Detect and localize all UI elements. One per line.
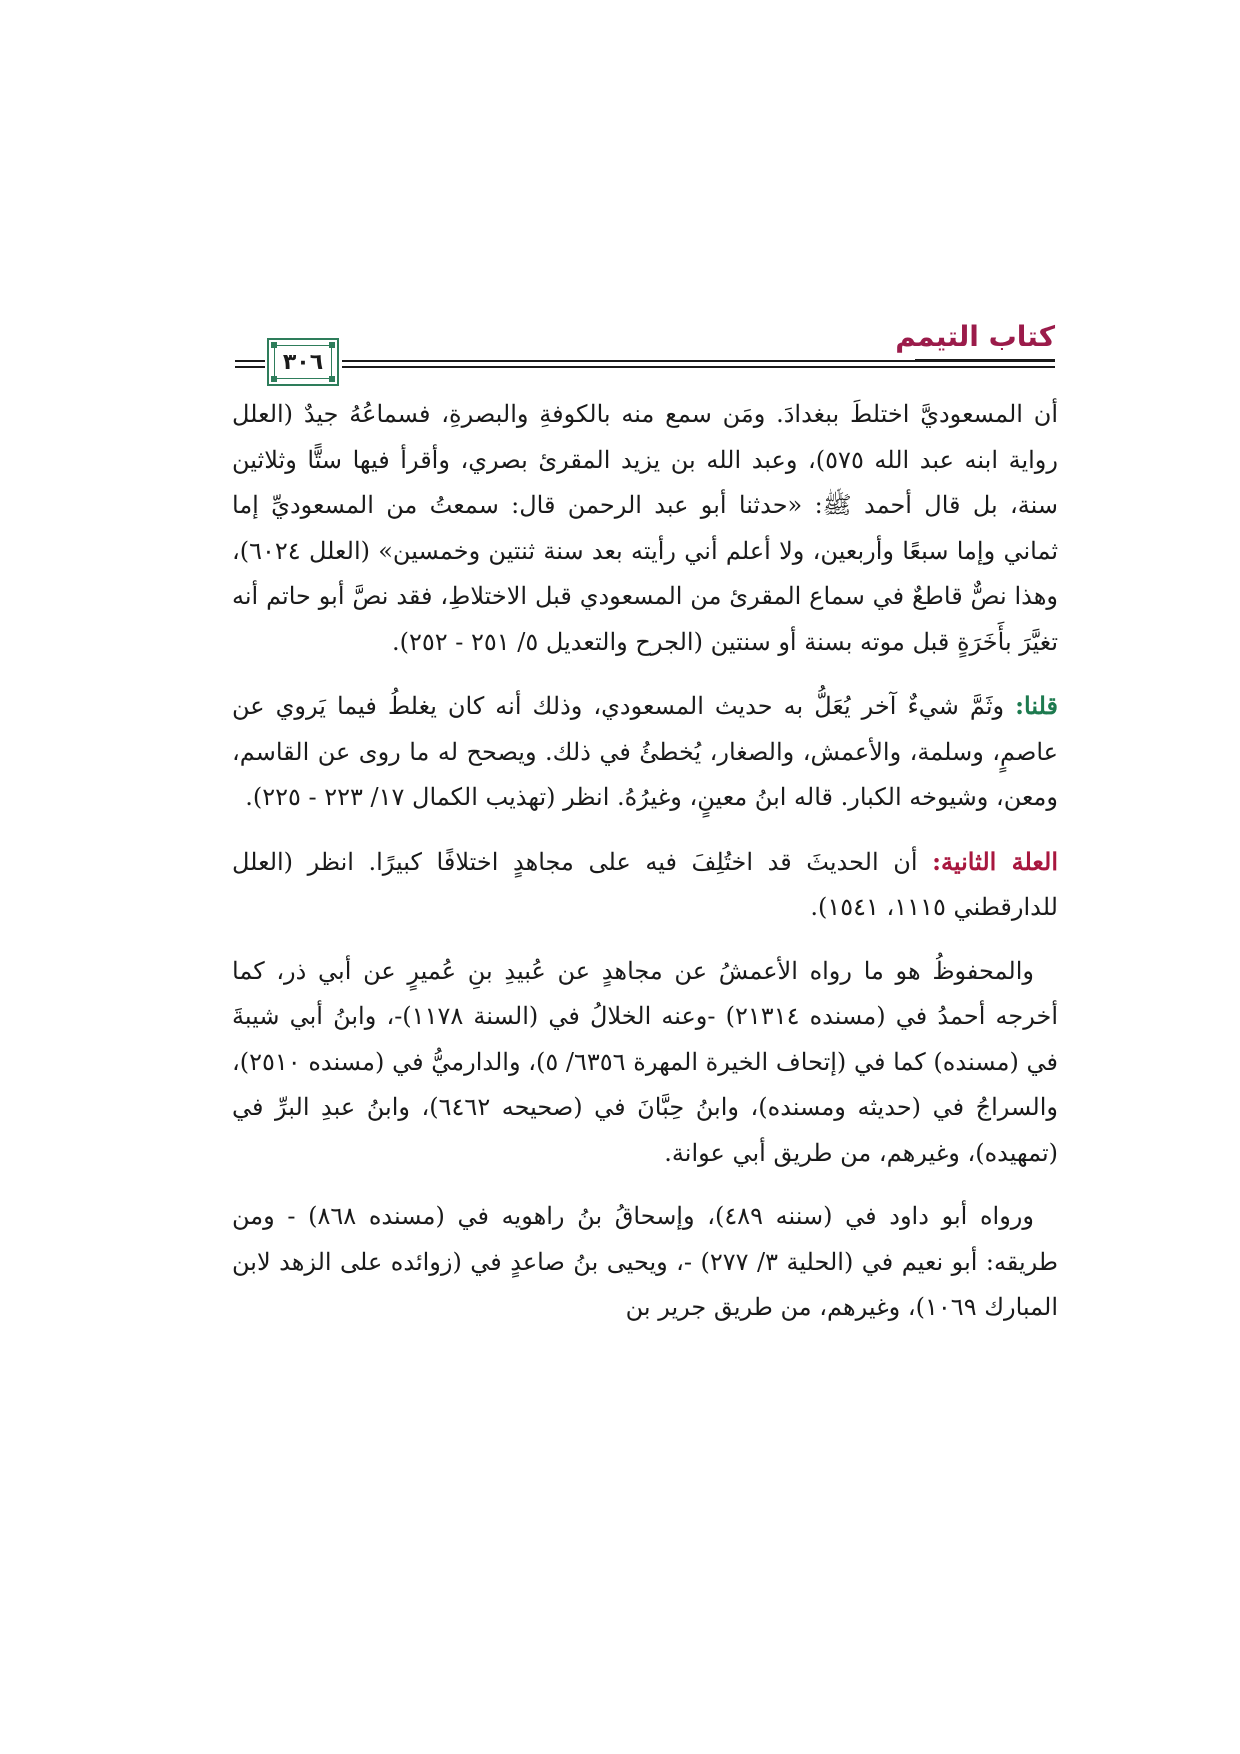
page-header <box>235 312 1055 375</box>
book-title: كتاب التيمم <box>895 320 1055 353</box>
frame-ornament-icon <box>271 342 277 348</box>
header-rule-bottom <box>342 366 1055 368</box>
paragraph-text: وثَمَّ شيءٌ آخر يُعَلُّ به حديث المسعودي، وذلك أنه كان يغلطُ فيما يَروي عن عاصمٍ، وسلمة، والأعمش، والصغار، يُخطئُ في ذلك. ويصحح له ما روى عن القاسم، ومعن، وشيوخه الكبار. قاله ابنُ معينٍ، وغيرُهُ. انظر (تهذيب الكمال ١٧/ ٢٢٣ - ٢٢٥). <box>232 692 1058 811</box>
paragraph-lead: العلة الثانية: <box>932 846 1058 876</box>
header-rule-top <box>342 360 1055 362</box>
paragraph <box>232 949 1058 1177</box>
paragraph <box>232 839 1058 931</box>
paragraph-text: ورواه أبو داود في (سننه ٤٨٩)، وإسحاقُ بنُ راهويه في (مسنده ٨٦٨) - ومن طريقه: أبو نعيم في (الحلية ٣/ ٢٧٧) -، ويحيى بنُ صاعدٍ في (زوائده على الزهد لابن المبارك ١٠٦٩)، وغيرهم، من طريق جرير بن <box>232 1202 1058 1321</box>
header-rule-left-bottom <box>235 366 265 368</box>
header-rule-left-top <box>235 360 265 362</box>
frame-ornament-icon <box>329 342 335 348</box>
page-number: ٣٠٦ <box>274 345 332 379</box>
paragraph <box>232 1194 1058 1331</box>
frame-ornament-icon <box>271 376 277 382</box>
paragraph-lead: قلنا: <box>1015 691 1058 720</box>
paragraph-text: أن الحديثَ قد اختُلِفَ فيه على مجاهدٍ اختلافًا كبيرًا. انظر (العلل للدارقطني ١١١٥، ١٥٤١). <box>232 847 1058 921</box>
page-body <box>232 392 1058 1349</box>
paragraph <box>232 392 1058 665</box>
frame-ornament-icon <box>329 376 335 382</box>
paragraph-text: أن المسعوديَّ اختلطَ ببغدادَ. ومَن سمع منه بالكوفةِ والبصرةِ، فسماعُهُ جيدٌ (العلل رواية ابنه عبد الله ٥٧٥)، وعبد الله بن يزيد المقرئ بصري، وأقرأ فيها ستًّا وثلاثين سنة، بل قال أحمد ﷺ: «حدثنا أبو عبد الرحمن قال: سمعتُ من المسعوديِّ إما ثماني وإما سبعًا وأربعين، ولا أعلم أني رأيته بعد سنة ثنتين وخمسين» (العلل ٦٠٢٤)، وهذا نصٌّ قاطعٌ في سماع المقرئ من المسعودي قبل الاختلاطِ، فقد نصَّ أبو حاتم أنه تغيَّرَ بأَخَرَةٍ قبل موته بسنة أو سنتين (الجرح والتعديل ٥/ ٢٥١ - ٢٥٢). <box>232 400 1058 656</box>
page-number-frame <box>267 338 339 386</box>
paragraph <box>232 683 1058 821</box>
paragraph-text: والمحفوظُ هو ما رواه الأعمشُ عن مجاهدٍ عن عُبيدِ بنِ عُميرٍ عن أبي ذر، كما أخرجه أحمدُ في (مسنده ٢١٣١٤) -وعنه الخلالُ في (السنة ١١٧٨)-، وابنُ أبي شيبةَ في (مسنده) كما في (إتحاف الخيرة المهرة ٦٣٥٦/ ٥)، والدارميُّ في (مسنده ٢٥١٠)، والسراجُ في (حديثه ومسنده)، وابنُ حِبَّانَ في (صحيحه ٦٤٦٢)، وابنُ عبدِ البرِّ في (تمهيده)، وغيرهم، من طريق أبي عوانة. <box>232 956 1058 1167</box>
